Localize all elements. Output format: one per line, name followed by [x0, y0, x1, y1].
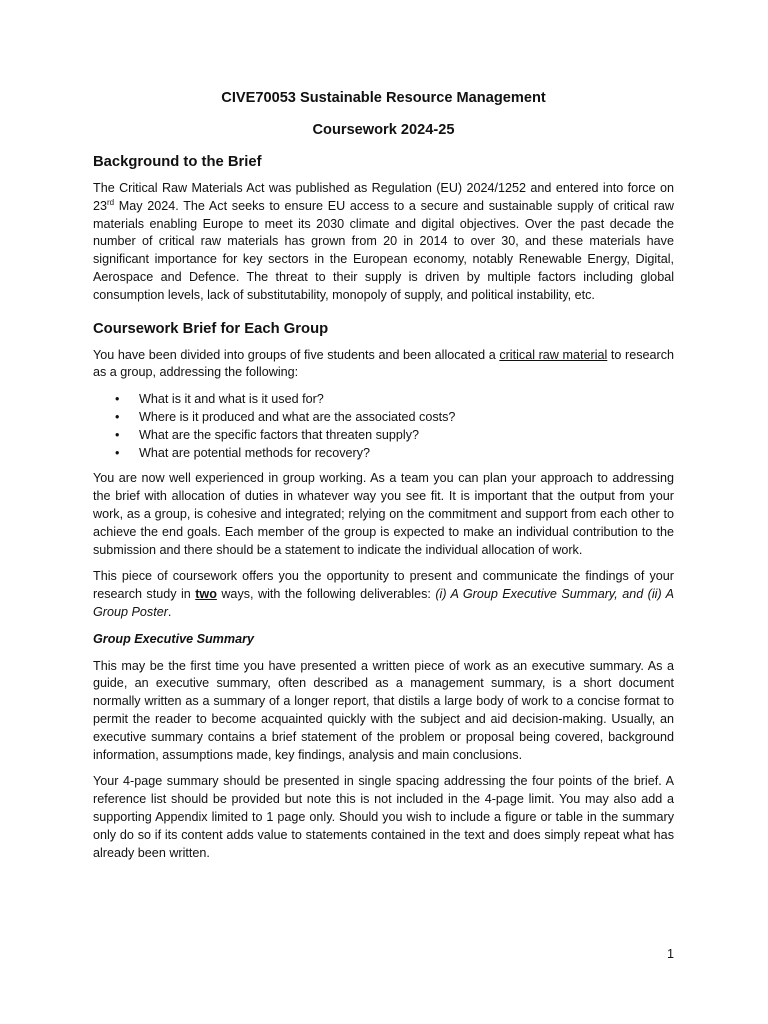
brief-intro-part2: to research as a group, addressing the following:	[93, 347, 675, 380]
exec-summary-heading: Group Executive Summary	[93, 631, 254, 646]
deliverables-part1: This piece of coursework offers you the opportunity to present and communicate the findings of your research study in	[93, 569, 674, 602]
bullet-icon: •	[115, 409, 120, 424]
background-paragraph	[93, 180, 674, 305]
deliverables-end: .	[167, 604, 172, 619]
deliverables-part2: ways, with the following deliverables:	[216, 587, 436, 602]
background-text-part1: The Critical Raw Materials Act was published as Regulation (EU) 2024/1252 and entered into force on 23	[93, 181, 674, 213]
list-item-text: What are the specific factors that threaten supply?	[139, 427, 420, 442]
exec-summary-paragraph-2: Your 4-page summary should be presented in single spacing addressing the four points of the brief. A reference list should be provided but note this is not included in the 4-page limit. You may also add a supporting Appendix limited to 1 page only. Should you wish to include a figure or table in the summary only do so if its content adds value to statements contained in the text and does simply repeat what has already been written.	[93, 774, 674, 860]
bullet-icon: •	[115, 427, 120, 442]
list-item-text: Where is it produced and what are the associated costs?	[139, 409, 456, 424]
team-working-paragraph: You are now well experienced in group working. As a team you can plan your approach to addressing the brief with allocation of duties in whatever way you see fit. It is important that the output from your work, as a group, is cohesive and integrated; relying on the commitment and support from each other to achieve the end goals. Each member of the group is expected to make an individual contribution to the submission and there should be a statement to indicate the individual allocation of work.	[93, 471, 674, 557]
deliverables-paragraph	[93, 568, 674, 621]
two-emphasis: two	[195, 587, 217, 602]
page-number: 1	[666, 947, 674, 961]
list-item	[115, 427, 674, 445]
document-subtitle: Coursework 2024-25	[312, 122, 455, 138]
document-title: CIVE70053 Sustainable Resource Management	[221, 90, 546, 106]
list-item	[115, 445, 674, 463]
brief-question-list	[93, 391, 674, 462]
list-item	[115, 391, 674, 409]
critical-raw-material-link[interactable]: critical raw material	[499, 347, 608, 362]
list-item-text: What is it and what is it used for?	[139, 392, 324, 407]
brief-intro-part1: You have been divided into groups of five students and been allocated a	[93, 347, 500, 362]
exec-summary-paragraph-1: This may be the first time you have presented a written piece of work as an executive summary. As a guide, an executive summary, often described as a management summary, is a short document normally written as a summary of a longer report, that distils a large body of work to a concise format to permit the reader to become acquainted quickly with the subject and aid decision-making. Usually, an executive summary contains a brief statement of the problem or proposal being covered, background information, assumptions made, key findings, analysis and main conclusions.	[93, 658, 674, 762]
ordinal-suffix: rd	[107, 197, 115, 207]
brief-heading: Coursework Brief for Each Group	[93, 320, 329, 337]
list-item-text: What are potential methods for recovery?	[139, 445, 370, 460]
list-item	[115, 409, 674, 427]
bullet-icon: •	[115, 445, 120, 460]
bullet-icon: •	[115, 392, 120, 407]
brief-intro-paragraph	[93, 347, 674, 383]
background-text-part2: May 2024. The Act seeks to ensure EU access to a secure and sustainable supply of critical raw materials enabling Europe to meet its 2030 climate and digital objectives. Over the past decade the number of critical raw materials has grown from 20 in 2014 to over 30, and these materials have significant importance for key sectors in the European economy, notably Renewable Energy, Digital, Aerospace and Defence. The threat to their supply is driven by multiple factors including global consumption levels, lack of substitutability, monopoly of supply, and political instability, etc.	[93, 198, 674, 302]
deliverables-list: (i) A Group Executive Summary, and (ii) A Group Poster	[93, 587, 674, 619]
background-heading: Background to the Brief	[93, 154, 262, 170]
